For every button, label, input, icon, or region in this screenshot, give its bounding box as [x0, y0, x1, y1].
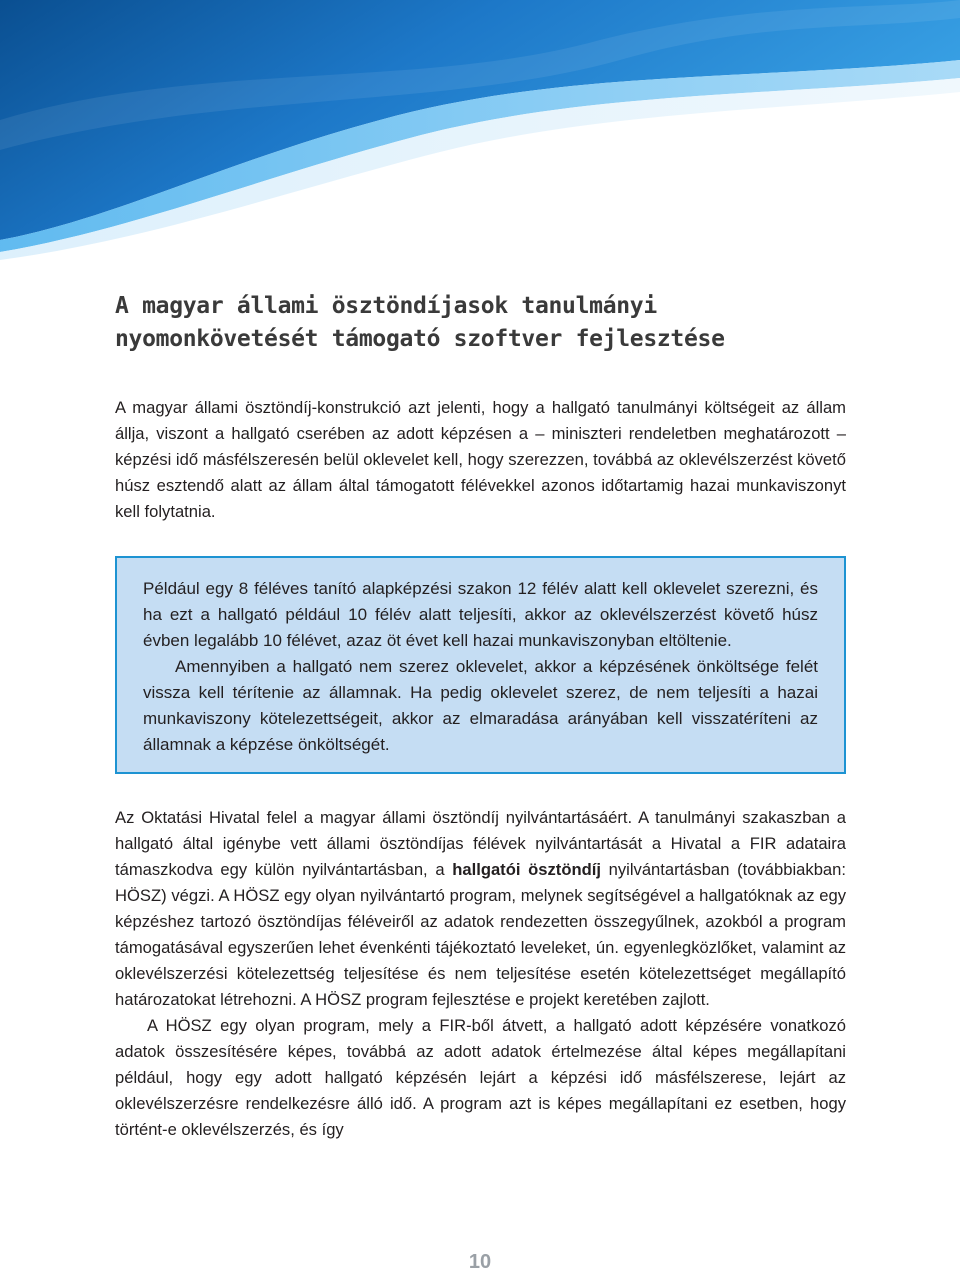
- body-paragraph-1-text-a: Az Oktatási Hivatal felel a magyar állami ösztöndíj nyilvántartásáért. A tanulmányi szakaszban a hallgató által igénybe vett állami ösztöndíjas félévek nyilvántartását a Hivatal a FIR adataira támaszkodva egy külön nyilvántartásban, a: [115, 808, 846, 879]
- page-content: [115, 290, 846, 1143]
- page-number: 10: [468, 1251, 492, 1273]
- body-paragraph-1: [115, 805, 846, 1013]
- body-paragraph-1-bold-term: hallgatói ösztöndíj: [452, 860, 601, 879]
- intro-paragraph: A magyar állami ösztöndíj-konstrukció azt jelenti, hogy a hallgató tanulmányi költségeit az állam állja, viszont a hallgató cserében az adott képzésen a – miniszteri rendeletben meghatározott – képzési idő másfélszeresén belül oklevelet kell, hogy szerezzen, továbbá az oklevélszerzést követő húsz esztendő alatt az állam által támogatott félévekkel azonos időtartamig hazai munkaviszonyt kell folytatnia.: [115, 398, 846, 521]
- body-paragraph-2: A HÖSZ egy olyan program, mely a FIR-ből átvett, a hallgató adott képzésére vonatkozó adatok összesítésére képes, továbbá az adott adatok értelmezése által képes megállapítani például, hogy egy adott hallgató képzésén lejárt a képzési idő másfélszerese, lejárt az oklevélszerzésre rendelkezésre álló idő. A program azt is képes megállapítani ez esetben, hogy történt-e oklevélszerzés, és így: [115, 1016, 846, 1139]
- callout-paragraph-2: Amennyiben a hallgató nem szerez oklevelet, akkor a képzésének önköltsége felét vissza kell térítenie az államnak. Ha pedig oklevelet szerez, de nem teljesíti a hazai munkaviszony kötelezettségeit, akkor az elmaradása arányában kell visszatéríteni az államnak a képzése önköltségét.: [143, 657, 818, 754]
- page-title-line-2: nyomonkövetését támogató szoftver fejlesztése: [115, 326, 725, 352]
- page-title-line-1: A magyar állami ösztöndíjasok tanulmányi: [115, 293, 657, 319]
- callout-paragraph-1: Például egy 8 féléves tanító alapképzési szakon 12 félév alatt kell oklevelet szerezni, és ha ezt a hallgató például 10 félév alatt teljesíti, akkor az oklevélszerzést követő húsz évben legalább 10 félévet, azaz öt évet kell hazai munkaviszonyban eltöltenie.: [143, 579, 818, 650]
- body-paragraph-1-text-b: nyilvántartásban (továbbiakban: HÖSZ) végzi. A HÖSZ egy olyan nyilvántartó program, melynek segítségével a hallgatóknak az egy képzéshez tartozó ösztöndíjas féléveiről az adatok rendezetten összegyűlnek, azokból a program támogatásával egyszerűen lehet évenkénti tájékoztató leveleket, ún. egyenlegközlőket, valamint az oklevélszerzési kötelezettség teljesítése és nem teljesítése esetén kötelezettséget megállapító határozatokat létrehozni. A HÖSZ program fejlesztése e projekt keretében zajlott.: [115, 860, 846, 1009]
- example-callout-box: [115, 556, 846, 774]
- page-title: [115, 290, 846, 356]
- header-wave-graphic: [0, 0, 960, 260]
